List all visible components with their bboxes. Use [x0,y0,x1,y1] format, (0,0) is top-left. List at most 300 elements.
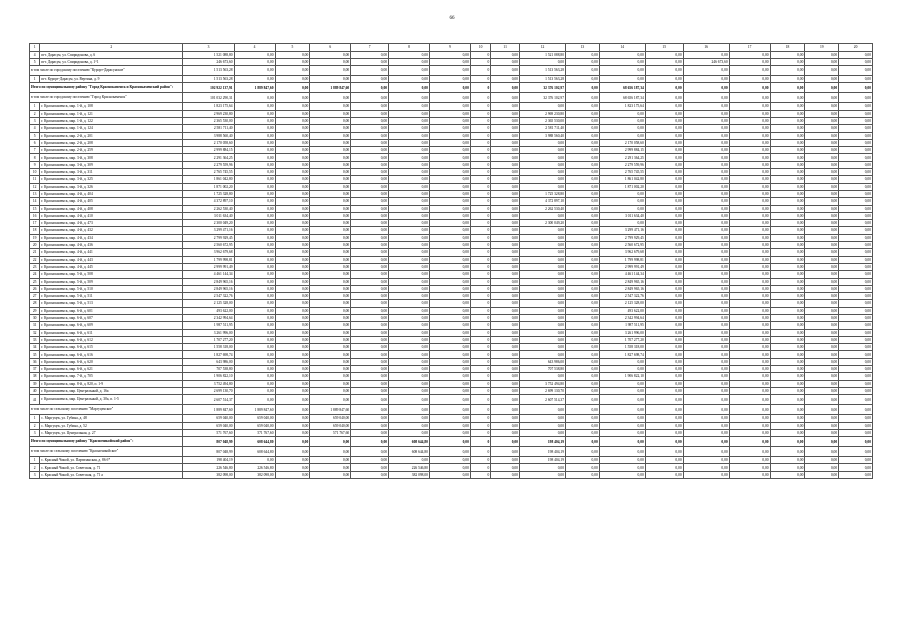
value-cell: 0,00 [351,278,389,285]
value-cell: 0,00 [770,176,805,183]
value-cell: 0,00 [770,263,805,270]
value-cell: 0,00 [389,198,430,205]
value-cell: 0,00 [566,154,600,161]
value-cell: 0,00 [310,161,351,168]
column-header: 2 [40,44,183,52]
value-cell: 0,00 [234,103,275,110]
value-cell: 0,00 [491,271,520,278]
value-cell: 0,00 [519,405,565,415]
value-cell: 0,00 [839,329,873,336]
address-cell: г. Краснокаменск, мкр. 6-й, д. 615 [40,344,183,351]
value-cell: 0,00 [429,457,470,464]
value-cell: 0 [470,83,490,93]
column-header: 18 [770,44,805,52]
value-cell: 0,00 [275,344,310,351]
value-cell: 0,00 [275,190,310,197]
value-cell: 0,00 [599,66,645,76]
row-index: 40 [30,387,40,394]
address-cell: г. Краснокаменск, мкр. Центральный, д. 16а [40,387,183,394]
value-cell: 0,00 [491,103,520,110]
table-row [30,307,873,314]
value-cell: 0,00 [275,161,310,168]
value-cell: 1 889 847,60 [310,405,351,415]
value-cell: 0,00 [234,154,275,161]
value-cell: 0,00 [566,429,600,436]
address-cell: пгт. Дарасун, ул. Спиридонова, д. 1^1 [40,58,183,65]
row-index: 7 [30,147,40,154]
value-cell: 608 644,80 [234,437,275,447]
value-cell: 2 547 322,76 [183,293,234,300]
table-row [30,139,873,146]
value-cell: 0,00 [599,51,645,58]
value-cell: 0,00 [351,234,389,241]
value-cell: 0,00 [429,373,470,380]
value-cell: 0,00 [683,227,729,234]
value-cell: 0 [470,183,490,190]
value-cell: 0,00 [429,437,470,447]
value-cell: 0,00 [429,83,470,93]
value-cell: 0,00 [683,415,729,422]
value-cell: 2 849 965,16 [599,278,645,285]
value-cell: 0,00 [491,198,520,205]
value-cell: 0,00 [599,205,645,212]
row-index: 2 [30,110,40,117]
value-cell: 0,00 [275,293,310,300]
value-cell: 0,00 [683,103,729,110]
value-cell: 0,00 [429,293,470,300]
value-cell: 0,00 [310,457,351,464]
value-cell: 0,00 [389,147,430,154]
value-cell: 0,00 [389,336,430,343]
value-cell: 0,00 [234,234,275,241]
value-cell: 0,00 [770,373,805,380]
value-cell: 0,00 [429,76,470,83]
value-cell: 0,00 [566,351,600,358]
value-cell: 0,00 [645,169,683,176]
value-cell: 0,00 [275,212,310,219]
value-cell: 0,00 [519,147,565,154]
value-cell: 0,00 [839,344,873,351]
value-cell: 0,00 [839,242,873,249]
value-cell: 0,00 [234,125,275,132]
value-cell: 2 170 058,60 [599,139,645,146]
address-cell: г. Краснокаменск, мкр. 5-й, д. 513 [40,300,183,307]
value-cell: 0,00 [683,329,729,336]
table-row [30,471,873,478]
value-cell: 0,00 [770,93,805,103]
value-cell: 0,00 [729,176,770,183]
value-cell: 0,00 [566,198,600,205]
value-cell: 0,00 [805,263,839,270]
value-cell: 0,00 [645,351,683,358]
row-index: 31 [30,322,40,329]
value-cell: 0,00 [389,183,430,190]
row-index: 22 [30,256,40,263]
value-cell: 0 [470,447,490,457]
value-cell: 1 799 998,81 [183,256,234,263]
value-cell: 0,00 [599,429,645,436]
value-cell: 0,00 [805,344,839,351]
value-cell: 0,00 [805,447,839,457]
table-row [30,322,873,329]
value-cell: 493 622,00 [599,307,645,314]
value-cell: 0,00 [839,395,873,405]
value-cell: 0,00 [519,322,565,329]
value-cell: 1 861 042,80 [183,176,234,183]
value-cell: 0,00 [839,227,873,234]
value-cell: 0,00 [429,147,470,154]
value-cell: 0,00 [389,161,430,168]
value-cell: 0 [470,249,490,256]
value-cell: 0,00 [351,336,389,343]
value-cell: 0,00 [770,205,805,212]
value-cell: 0,00 [389,315,430,322]
value-cell: 0,00 [683,147,729,154]
value-cell: 0,00 [770,51,805,58]
value-cell: 0,00 [645,76,683,83]
value-cell: 0,00 [770,249,805,256]
value-cell: 0,00 [839,285,873,292]
value-cell: 0,00 [389,132,430,139]
value-cell: 0,00 [351,429,389,436]
value-cell: 0,00 [234,293,275,300]
value-cell: 0,00 [770,344,805,351]
value-cell: 0,00 [839,220,873,227]
address-cell: г. Краснокаменск, мкр. 3-й, д. 309 [40,161,183,168]
value-cell: 0,00 [566,256,600,263]
value-cell: 0,00 [429,307,470,314]
value-cell: 0,00 [729,249,770,256]
value-cell: 0,00 [729,256,770,263]
value-cell: 0 [470,464,490,471]
value-cell: 0,00 [234,212,275,219]
value-cell: 0,00 [519,293,565,300]
value-cell: 0,00 [491,300,520,307]
value-cell: 0,00 [729,66,770,76]
value-cell: 0,00 [519,234,565,241]
value-cell: 0 [470,110,490,117]
column-header: 11 [491,44,520,52]
table-row [30,395,873,405]
value-cell: 0,00 [234,227,275,234]
value-cell: 659 040,00 [183,415,234,422]
value-cell: 0,00 [389,457,430,464]
value-cell: 0 [470,66,490,76]
value-cell: 0,00 [389,212,430,219]
value-cell: 0,00 [729,471,770,478]
value-cell: 0,00 [805,336,839,343]
value-cell: 0,00 [805,176,839,183]
value-cell: 0,00 [351,366,389,373]
value-cell: 0,00 [491,322,520,329]
value-cell: 3 752 494,80 [519,380,565,387]
value-cell: 0,00 [429,271,470,278]
value-cell: 0 [470,125,490,132]
value-cell: 0,00 [389,93,430,103]
column-header: 15 [645,44,683,52]
value-cell: 0,00 [310,366,351,373]
value-cell: 0,00 [839,447,873,457]
value-cell: 0,00 [645,307,683,314]
value-cell: 0,00 [729,51,770,58]
value-cell: 0,00 [491,183,520,190]
value-cell: 0,00 [729,93,770,103]
value-cell: 0,00 [234,263,275,270]
value-cell: 0,00 [645,190,683,197]
value-cell: 0,00 [566,344,600,351]
value-cell: 0,00 [491,242,520,249]
address-cell: г. Краснокаменск, мкр. 6-й, д. 612 [40,336,183,343]
value-cell: 0,00 [389,271,430,278]
value-cell: 0,00 [519,227,565,234]
value-cell: 0,00 [645,366,683,373]
value-cell: 0,00 [389,322,430,329]
value-cell: 0,00 [234,336,275,343]
row-index: 6 [30,139,40,146]
value-cell: 0,00 [683,139,729,146]
value-cell: 0,00 [729,263,770,270]
value-cell: 0,00 [683,242,729,249]
table-body [30,51,873,479]
value-cell: 0,00 [491,307,520,314]
value-cell: 0,00 [770,169,805,176]
value-cell: 0,00 [389,58,430,65]
value-cell: 0,00 [519,315,565,322]
value-cell: 0,00 [839,415,873,422]
value-cell: 0,00 [351,351,389,358]
table-row [30,315,873,322]
value-cell: 0,00 [234,66,275,76]
value-cell: 0,00 [389,205,430,212]
value-cell: 0,00 [275,154,310,161]
value-cell: 0,00 [351,457,389,464]
value-cell: 0 [470,285,490,292]
value-cell: 0,00 [683,271,729,278]
value-cell: 4 372 897,10 [519,198,565,205]
value-cell: 0,00 [805,169,839,176]
value-cell: 0,00 [519,256,565,263]
value-cell: 0,00 [310,93,351,103]
value-cell: 0,00 [770,429,805,436]
value-cell: 0,00 [645,83,683,93]
value-cell: 0 [470,176,490,183]
value-cell: 0,00 [839,176,873,183]
value-cell: 0,00 [310,242,351,249]
value-cell: 0,00 [234,457,275,464]
value-cell: 0,00 [729,380,770,387]
value-cell: 0,00 [389,344,430,351]
value-cell: 0,00 [839,139,873,146]
value-cell: 0,00 [429,285,470,292]
value-cell: 2 607 514,37 [183,395,234,405]
value-cell: 0,00 [645,329,683,336]
value-cell: 0,00 [310,58,351,65]
row-index: 1 [30,415,40,422]
value-cell: 0,00 [770,380,805,387]
row-index: 41 [30,395,40,405]
value-cell: 0,00 [566,83,600,93]
value-cell: 2 291 364,25 [183,154,234,161]
value-cell: 0 [470,322,490,329]
value-cell: 0,00 [805,457,839,464]
table-row [30,285,873,292]
value-cell: 226 546,80 [234,464,275,471]
total-row [30,437,873,447]
value-cell: 493 622,00 [183,307,234,314]
value-cell: 0,00 [729,344,770,351]
row-index: 3 [30,117,40,124]
table-row [30,464,873,471]
value-cell: 0,00 [805,154,839,161]
value-cell: 0,00 [683,422,729,429]
value-cell: 0,00 [599,471,645,478]
value-cell: 0 [470,234,490,241]
value-cell: 0,00 [491,249,520,256]
value-cell: 0,00 [683,351,729,358]
value-cell: 0,00 [310,256,351,263]
value-cell: 3 962 679,68 [183,249,234,256]
value-cell: 0,00 [729,415,770,422]
value-cell: 0,00 [491,380,520,387]
value-cell: 0,00 [839,117,873,124]
table-row [30,147,873,154]
value-cell: 0,00 [839,66,873,76]
value-cell: 0 [470,271,490,278]
value-cell: 0,00 [351,169,389,176]
value-cell: 0 [470,351,490,358]
value-cell: 0,00 [566,373,600,380]
value-cell: 0,00 [491,471,520,478]
value-cell: 0,00 [491,154,520,161]
value-cell: 0,00 [770,190,805,197]
value-cell: 0,00 [275,125,310,132]
value-cell: 0 [470,263,490,270]
value-cell: 0,00 [805,293,839,300]
value-cell: 0,00 [839,315,873,322]
value-cell: 0,00 [729,147,770,154]
value-cell: 0,00 [275,220,310,227]
value-cell: 0,00 [683,125,729,132]
value-cell: 0,00 [310,387,351,394]
address-cell: г. Краснокаменск, мкр. 6-й, д. 601 [40,307,183,314]
value-cell: 0,00 [805,422,839,429]
value-cell: 0,00 [599,387,645,394]
address-cell: г. Краснокаменск, мкр. 6-й, д. 611 [40,329,183,336]
value-cell: 0,00 [729,169,770,176]
table-row [30,161,873,168]
value-cell: 0,00 [351,161,389,168]
value-cell: 0,00 [519,329,565,336]
value-cell: 0,00 [491,344,520,351]
value-cell: 707 538,80 [519,366,565,373]
value-cell: 0,00 [566,471,600,478]
value-cell: 0,00 [491,205,520,212]
value-cell: 1 987 511,95 [599,322,645,329]
table-row [30,242,873,249]
row-index: 11 [30,176,40,183]
value-cell: 0,00 [770,300,805,307]
value-cell: 2 279 559,96 [183,161,234,168]
value-cell: 0,00 [683,464,729,471]
value-cell: 0 [470,117,490,124]
value-cell: 0,00 [519,183,565,190]
value-cell: 0,00 [805,315,839,322]
value-cell: 1 889 847,60 [234,83,275,93]
value-cell: 0,00 [566,315,600,322]
column-header: 14 [599,44,645,52]
value-cell: 0,00 [275,110,310,117]
value-cell: 0,00 [683,429,729,436]
value-cell: 0,00 [429,212,470,219]
value-cell: 0,00 [429,249,470,256]
value-cell: 0,00 [645,139,683,146]
value-cell: 0,00 [805,58,839,65]
value-cell: 0,00 [389,307,430,314]
value-cell: 0,00 [389,422,430,429]
value-cell: 0,00 [389,329,430,336]
value-cell: 0,00 [491,169,520,176]
data-table [29,43,873,479]
value-cell: 0,00 [275,234,310,241]
value-cell: 0,00 [729,358,770,365]
row-index: 25 [30,278,40,285]
value-cell: 0,00 [491,220,520,227]
value-cell: 0,00 [234,387,275,394]
value-cell: 0,00 [683,83,729,93]
value-cell: 0 [470,278,490,285]
address-cell: пгт. Дарасун, ул. Спиридонова, д. 6 [40,51,183,58]
value-cell: 2 365 530,00 [183,117,234,124]
value-cell: 0,00 [429,447,470,457]
value-cell: 0,00 [351,139,389,146]
value-cell: 0,00 [351,395,389,405]
value-cell: 3 261 996,00 [183,329,234,336]
value-cell: 0,00 [519,307,565,314]
value-cell: 0,00 [566,307,600,314]
value-cell: 0,00 [566,212,600,219]
value-cell: 0,00 [683,344,729,351]
value-cell: 0,00 [729,83,770,93]
value-cell: 2 170 058,60 [183,139,234,146]
value-cell: 0,00 [429,429,470,436]
row-index: 10 [30,169,40,176]
value-cell: 0,00 [491,212,520,219]
address-cell: г. Краснокаменск, мкр. 6-й, д. 620 [40,358,183,365]
table-header-row [30,44,873,52]
value-cell: 0,00 [805,227,839,234]
value-cell: 0,00 [234,220,275,227]
value-cell: 0,00 [275,169,310,176]
value-cell: 0 [470,373,490,380]
value-cell: 1 799 998,81 [599,256,645,263]
value-cell: 0,00 [275,263,310,270]
value-cell: 0,00 [645,147,683,154]
value-cell: 0,00 [729,307,770,314]
value-cell: 0,00 [683,51,729,58]
row-index: 24 [30,271,40,278]
row-index: 5 [30,132,40,139]
value-cell: 2 849 965,16 [599,285,645,292]
value-cell: 0,00 [275,380,310,387]
value-cell: 0,00 [234,358,275,365]
value-cell: 0,00 [310,471,351,478]
value-cell: 0,00 [566,183,600,190]
value-cell: 0,00 [729,387,770,394]
value-cell: 0,00 [729,422,770,429]
column-header: 8 [389,44,430,52]
value-cell: 0,00 [566,322,600,329]
value-cell: 0,00 [645,51,683,58]
